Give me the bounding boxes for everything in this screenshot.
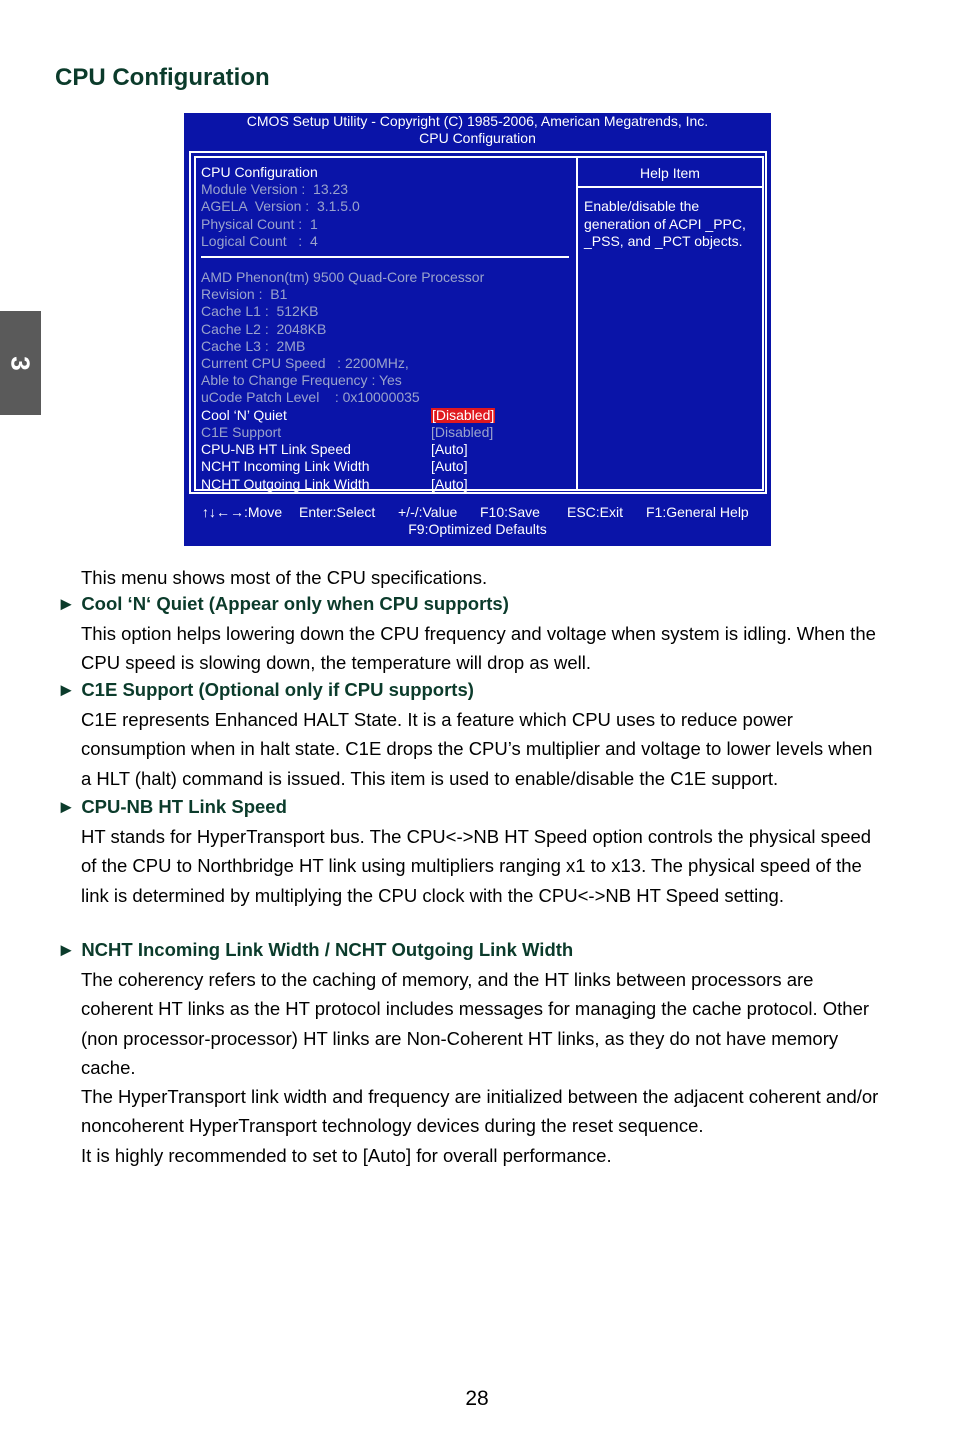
bios-info-block <box>201 164 571 250</box>
bios-cpu-block <box>201 269 571 493</box>
bios-option-cool-n-quiet[interactable] <box>201 407 571 424</box>
bios-option-label: NCHT Outgoing Link Width <box>201 475 370 492</box>
bios-option-value[interactable]: [Auto] <box>431 458 468 475</box>
section-heading-text: NCHT Incoming Link Width / NCHT Outgoing Link Width <box>81 939 574 960</box>
bios-option-label: C1E Support <box>201 423 282 440</box>
bios-cpu-line: Cache L1 : 512KB <box>201 303 319 320</box>
chapter-tab <box>0 311 41 415</box>
bios-divider <box>201 256 569 258</box>
section-heading-text: Cool ‘N‘ Quiet (Appear only when CPU supports) <box>81 593 509 614</box>
bios-option-value[interactable]: [Auto] <box>431 441 468 458</box>
section-body: The coherency refers to the caching of memory, and the HT links between processors are coherent HT links as the HT protocol includes messages for managing the cache protocol. Other (non processor-processor) HT links are Non-Coherent HT links, as they do not have memory cache. <box>81 969 870 1078</box>
bios-key-help: F1:General Help <box>646 504 749 520</box>
bios-key-save: F10:Save <box>480 504 540 520</box>
triangle-bullet-icon: ► <box>57 593 76 614</box>
bios-option-value: [Disabled] <box>431 423 494 440</box>
section-heading-text: CPU-NB HT Link Speed <box>81 796 287 817</box>
page-title: CPU Configuration <box>55 64 270 91</box>
bios-help-title: Help Item <box>640 165 700 181</box>
triangle-bullet-icon: ► <box>57 939 76 960</box>
bios-key-move: ↑↓←→:Move <box>202 504 283 520</box>
bios-option-ncht-outgoing-link-width[interactable] <box>201 476 571 493</box>
bios-screenshot <box>184 113 771 546</box>
bios-cpu-line: Current CPU Speed : 2200MHz, <box>201 354 409 371</box>
bios-vertical-divider <box>576 158 578 489</box>
bios-cpu-line: Revision : B1 <box>201 286 288 303</box>
section-heading-cpu-nb-ht-link-speed <box>57 795 287 819</box>
bios-option-cpu-nb-ht-link-speed[interactable] <box>201 441 571 458</box>
bios-header-title: CPU Configuration <box>419 130 536 146</box>
chapter-number: 3 <box>6 355 36 371</box>
section-body: HT stands for HyperTransport bus. The CPU<->NB HT Speed option controls the physical speed of the CPU to Northbridge HT link using multipliers ranging x1 to x13. The physical speed of the link is determined by multiplying the CPU clock with the CPU<->NB HT Speed setting. <box>81 826 872 906</box>
page-number: 28 <box>465 1387 489 1410</box>
bios-option-label: Cool ‘N’ Quiet <box>201 406 287 423</box>
bios-info-line: Physical Count : 1 <box>201 215 318 232</box>
bios-option-c1e-support <box>201 424 571 441</box>
section-heading-text: C1E Support (Optional only if CPU supports) <box>81 679 474 700</box>
bios-key-value: +/-/:Value <box>398 504 458 520</box>
section-heading-cool-n-quiet <box>57 592 509 616</box>
bios-option-ncht-incoming-link-width[interactable] <box>201 458 571 475</box>
bios-key-exit: ESC:Exit <box>567 504 624 520</box>
bios-inner-frame <box>194 156 764 491</box>
intro-text: This menu shows most of the CPU specifications. <box>81 567 488 588</box>
bios-option-value-selected[interactable]: [Disabled] <box>432 406 495 423</box>
bios-option-label: CPU-NB HT Link Speed <box>201 441 351 458</box>
bios-help-text: Enable/disable the generation of ACPI _PPC, _PSS, and _PCT objects. <box>584 198 746 249</box>
bios-cpu-line: Able to Change Frequency : Yes <box>201 372 402 389</box>
bios-section-title: CPU Configuration <box>201 164 318 180</box>
bios-help-divider <box>578 186 762 188</box>
section-heading-ncht-link-width <box>57 938 573 962</box>
bios-key-select: Enter:Select <box>299 504 376 520</box>
bios-cpu-line: AMD Phenon(tm) 9500 Quad-Core Processor <box>201 269 485 285</box>
bios-cpu-line: Cache L3 : 2MB <box>201 337 306 354</box>
section-body: It is highly recommended to set to [Auto] for overall performance. <box>81 1145 612 1166</box>
bios-option-label: NCHT Incoming Link Width <box>201 458 370 475</box>
section-body: The HyperTransport link width and frequency are initialized between the adjacent coherent and/or noncoherent HyperTransport technology devices during the reset sequence. <box>81 1086 879 1137</box>
bios-info-line: Logical Count : 4 <box>201 232 318 249</box>
triangle-bullet-icon: ► <box>57 679 76 700</box>
section-heading-c1e-support <box>57 678 474 702</box>
bios-header-copyright: CMOS Setup Utility - Copyright (C) 1985-2006, American Megatrends, Inc. <box>246 113 709 129</box>
bios-key-defaults: F9:Optimized Defaults <box>408 521 547 537</box>
section-body: C1E represents Enhanced HALT State. It is a feature which CPU uses to reduce power consumption when in halt state. C1E drops the CPU’s multiplier and voltage to lower levels when a HLT (halt) command is issued. This item is used to enable/disable the C1E support. <box>81 709 873 789</box>
triangle-bullet-icon: ► <box>57 796 76 817</box>
section-body: This option helps lowering down the CPU frequency and voltage when system is idling. When the CPU speed is slowing down, the temperature will drop as well. <box>81 623 876 674</box>
bios-info-line: AGELA Version : 3.1.5.0 <box>201 198 360 215</box>
bios-cpu-line: uCode Patch Level : 0x10000035 <box>201 389 420 406</box>
bios-outer-frame <box>189 151 767 494</box>
bios-cpu-line: Cache L2 : 2048KB <box>201 320 327 337</box>
bios-option-value[interactable]: [Auto] <box>431 475 468 492</box>
bios-info-line: Module Version : 13.23 <box>201 181 349 198</box>
